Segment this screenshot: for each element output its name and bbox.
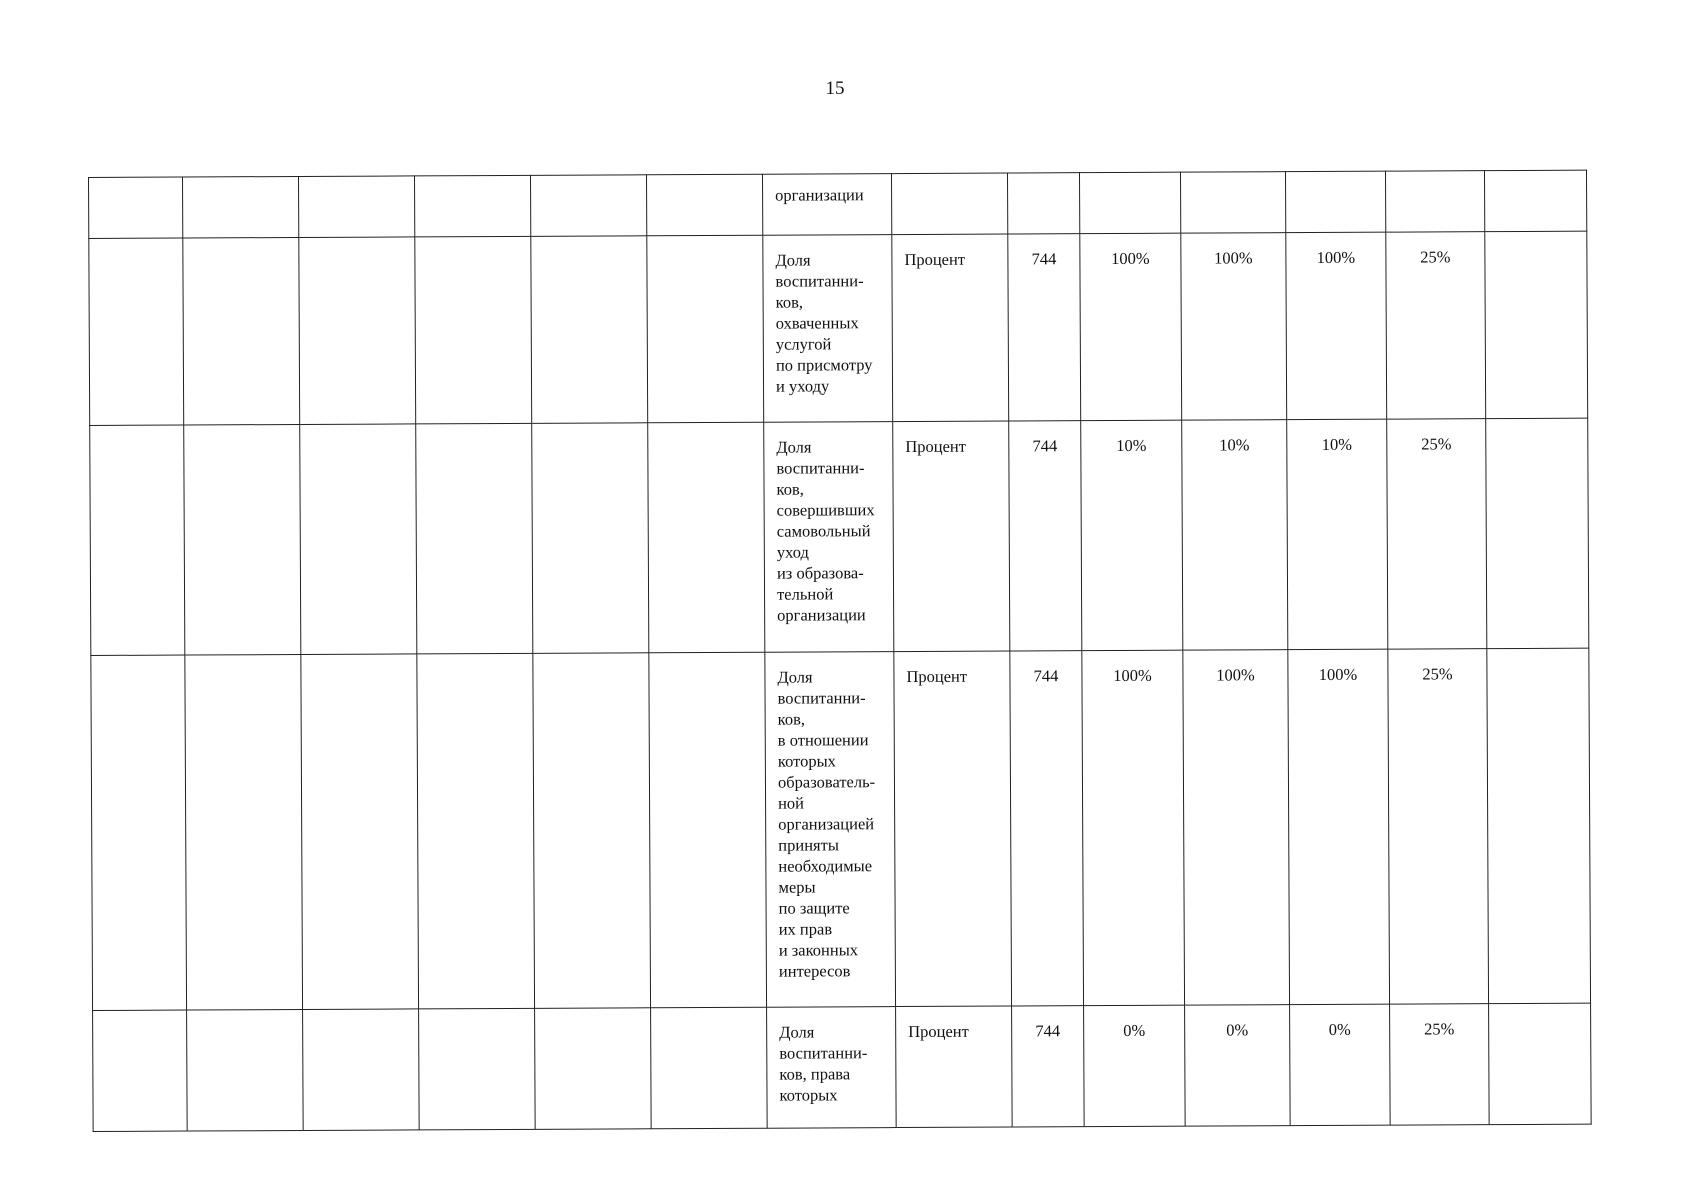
value-year-3-cell — [1287, 419, 1388, 649]
extra-cell — [1489, 1003, 1592, 1124]
allowed-deviation-cell — [1386, 232, 1486, 419]
empty-cell — [89, 177, 183, 238]
value-year-2-cell — [1181, 233, 1287, 421]
value-year-2-text: 100% — [1214, 248, 1253, 268]
value-year-1-cell — [1080, 233, 1182, 420]
value-year-1-text: 0% — [1123, 1020, 1146, 1040]
allowed-deviation-text: 25% — [1421, 434, 1452, 454]
empty-cell — [91, 655, 187, 1010]
value-year-1-cell — [1079, 172, 1180, 233]
indicator-name-text: организации — [775, 185, 864, 205]
indicator-name-cell — [762, 174, 891, 236]
value-year-2-cell — [1180, 172, 1285, 234]
empty-cell — [649, 652, 767, 1008]
empty-cell — [535, 1008, 652, 1130]
value-year-3-cell — [1290, 1004, 1391, 1125]
unit-code-cell — [1008, 234, 1081, 421]
extra-cell — [1487, 648, 1591, 1003]
indicators-table — [88, 170, 1592, 1132]
empty-cell — [647, 235, 764, 423]
empty-cell — [533, 653, 651, 1009]
value-year-2-text: 100% — [1216, 665, 1255, 685]
indicator-name-cell — [765, 652, 896, 1008]
indicator-name-cell — [767, 1007, 897, 1129]
table-row — [90, 418, 1589, 655]
unit-cell — [894, 651, 1012, 1007]
empty-cell — [417, 653, 535, 1009]
value-year-3-cell — [1286, 232, 1387, 419]
extra-cell — [1484, 170, 1586, 231]
unit-cell — [891, 173, 1007, 235]
indicator-name-cell — [763, 235, 893, 423]
empty-cell — [93, 1010, 188, 1131]
value-year-1-text: 10% — [1116, 435, 1147, 455]
value-year-1-cell — [1082, 650, 1185, 1005]
empty-cell — [415, 236, 532, 424]
table-body — [89, 170, 1592, 1131]
allowed-deviation-cell — [1387, 419, 1487, 649]
empty-cell — [298, 176, 414, 238]
empty-cell — [530, 175, 646, 237]
empty-cell — [300, 424, 417, 655]
page-number: 15 — [825, 78, 845, 99]
empty-cell — [184, 424, 301, 655]
value-year-2-cell — [1185, 1005, 1291, 1127]
unit-code-text: 744 — [1033, 666, 1059, 686]
unit-code-cell — [1010, 651, 1084, 1006]
value-year-1-text: 100% — [1111, 248, 1150, 269]
table-container — [88, 170, 1591, 1132]
allowed-deviation-text: 25% — [1424, 1019, 1455, 1039]
table-row — [93, 1003, 1592, 1131]
empty-cell — [532, 423, 649, 654]
unit-code-text: 744 — [1032, 436, 1058, 456]
empty-cell — [90, 425, 185, 655]
value-year-3-cell — [1285, 171, 1385, 232]
empty-cell — [299, 237, 416, 425]
indicator-name-text: Доля воспитанни- ков, в отношении которых образователь- ной организацией приняты необходимые меры по защите их прав и законных интересов — [777, 667, 876, 981]
value-year-3-text: 0% — [1328, 1019, 1351, 1039]
unit-text: Процент — [908, 1021, 969, 1042]
unit-code-text: 744 — [1031, 249, 1057, 269]
empty-cell — [301, 654, 419, 1010]
unit-text: Процент — [904, 249, 966, 270]
empty-cell — [185, 654, 303, 1010]
value-year-3-text: 100% — [1318, 664, 1358, 684]
unit-code-cell — [1009, 421, 1082, 651]
empty-cell — [419, 1008, 536, 1130]
empty-cell — [646, 174, 762, 236]
extra-cell — [1485, 231, 1588, 418]
value-year-1-text: 100% — [1113, 665, 1152, 685]
value-year-2-cell — [1182, 420, 1288, 651]
indicator-name-text: Доля воспитанни- ков, охваченных услугой по присмотру и уходу — [775, 250, 873, 396]
empty-cell — [416, 423, 533, 654]
empty-cell — [531, 236, 648, 424]
value-year-3-text: 10% — [1321, 434, 1352, 454]
empty-cell — [187, 1009, 304, 1131]
unit-code-cell — [1012, 1006, 1085, 1127]
extra-cell — [1486, 418, 1589, 648]
empty-cell — [183, 237, 300, 425]
table-row — [91, 648, 1591, 1010]
unit-cell — [892, 234, 1009, 422]
unit-code-cell — [1007, 173, 1079, 234]
unit-cell — [893, 421, 1010, 652]
unit-text: Процент — [905, 436, 966, 457]
table-row — [89, 170, 1587, 238]
table-row — [89, 231, 1588, 425]
empty-cell — [303, 1009, 420, 1131]
unit-text: Процент — [906, 666, 968, 687]
unit-code-text: 744 — [1035, 1021, 1061, 1041]
unit-cell — [896, 1006, 1013, 1128]
value-year-2-text: 10% — [1219, 435, 1250, 455]
indicator-name-cell — [764, 422, 894, 653]
empty-cell — [89, 238, 184, 425]
value-year-1-cell — [1081, 420, 1183, 650]
allowed-deviation-text: 25% — [1420, 247, 1451, 267]
allowed-deviation-text: 25% — [1422, 664, 1453, 684]
value-year-3-text: 100% — [1316, 247, 1356, 267]
value-year-1-cell — [1084, 1005, 1186, 1126]
indicator-name-text: Доля воспитанни- ков, совершивших самовольный уход из образова- тельной организации — [776, 437, 875, 625]
value-year-2-text: 0% — [1226, 1020, 1249, 1040]
empty-cell — [651, 1007, 768, 1129]
allowed-deviation-cell — [1388, 649, 1489, 1004]
empty-cell — [183, 176, 299, 238]
value-year-2-cell — [1183, 650, 1290, 1006]
value-year-3-cell — [1288, 649, 1390, 1004]
empty-cell — [648, 422, 765, 653]
allowed-deviation-cell — [1385, 171, 1484, 232]
indicator-name-text: Доля воспитанни- ков, права которых — [779, 1022, 868, 1105]
allowed-deviation-cell — [1390, 1004, 1490, 1125]
empty-cell — [414, 175, 530, 237]
